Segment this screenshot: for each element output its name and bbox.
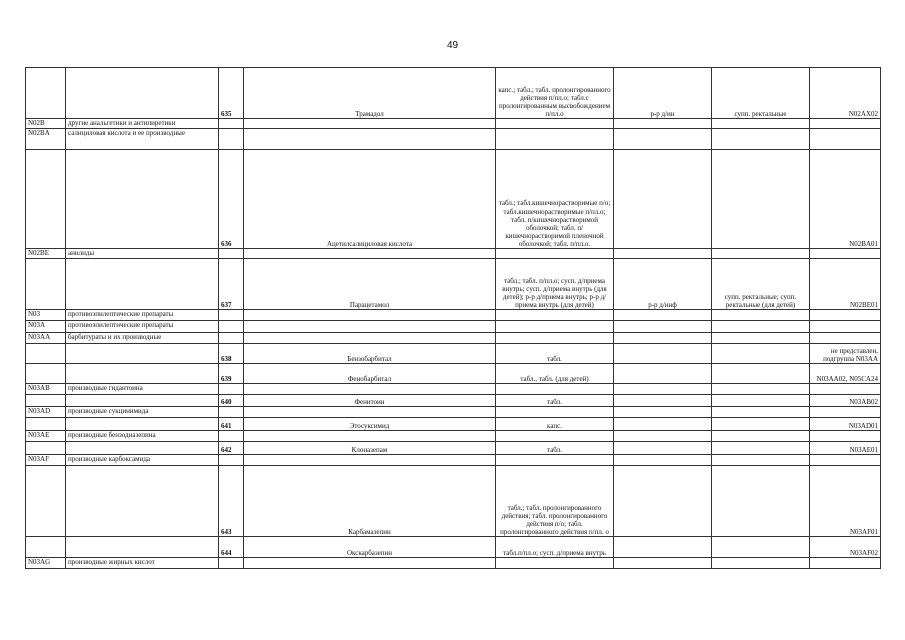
oral-form-cell: табл. (496, 344, 614, 364)
drug-name-cell: Парацетамол (244, 259, 496, 310)
rectal-form-cell (712, 344, 810, 364)
injection-form-cell (614, 442, 712, 455)
rectal-form-cell (712, 418, 810, 431)
row-number-cell (219, 407, 244, 418)
drug-name-cell: Ацетилсалициловая кислота (244, 150, 496, 249)
atc-ref-cell: не представлен, подгруппа N03AA (810, 344, 881, 364)
oral-form-cell (496, 455, 614, 466)
drug-name-cell: Фенитоин (244, 395, 496, 407)
oral-form-cell: табл., табл. (для детей) (496, 364, 614, 384)
row-number-cell (219, 333, 244, 344)
group-name-cell (66, 395, 219, 407)
drug-name-cell (244, 310, 496, 321)
row-number-cell: 638 (219, 344, 244, 364)
rectal-form-cell (712, 129, 810, 150)
rectal-form-cell (712, 395, 810, 407)
atc-ref-cell: N02BA01 (810, 150, 881, 249)
row-number-cell (219, 431, 244, 442)
injection-form-cell (614, 344, 712, 364)
injection-form-cell (614, 407, 712, 418)
row-number-cell: 640 (219, 395, 244, 407)
table-row (26, 364, 881, 384)
atc-code-cell (26, 364, 66, 384)
drug-name-cell (244, 407, 496, 418)
group-name-cell (66, 466, 219, 537)
rectal-form-cell (712, 407, 810, 418)
table-row (26, 442, 881, 455)
group-name-cell: противоэпилептические препараты (66, 310, 219, 321)
row-number-cell: 641 (219, 418, 244, 431)
drug-name-cell (244, 321, 496, 333)
injection-form-cell (614, 537, 712, 558)
table-row (26, 321, 881, 333)
table-row (26, 455, 881, 466)
atc-code-cell: N03AE (26, 431, 66, 442)
group-name-cell: другие анальгетики и антипиретики (66, 119, 219, 129)
table-row (26, 466, 881, 537)
rectal-form-cell (712, 310, 810, 321)
atc-ref-cell: N02AX02 (810, 68, 881, 119)
oral-form-cell: табл.; табл. п/пл.о; сусп. д/приема внутрь; сусп. д/приема внутрь (для детей); р-р д/приема внутрь; р-р д/приема внутрь (для детей) (496, 259, 614, 310)
table-row (26, 259, 881, 310)
atc-code-cell (26, 466, 66, 537)
table-row (26, 407, 881, 418)
atc-code-cell (26, 68, 66, 119)
atc-code-cell: N02B (26, 119, 66, 129)
row-number-cell: 643 (219, 466, 244, 537)
atc-code-cell: N03A (26, 321, 66, 333)
row-number-cell: 635 (219, 68, 244, 119)
atc-ref-cell: N03AF01 (810, 466, 881, 537)
atc-ref-cell (810, 249, 881, 259)
group-name-cell (66, 537, 219, 558)
oral-form-cell: табл. (496, 395, 614, 407)
drug-name-cell: Карбамазепин (244, 466, 496, 537)
injection-form-cell: р-р д/ин (614, 68, 712, 119)
injection-form-cell (614, 418, 712, 431)
drug-name-cell (244, 119, 496, 129)
group-name-cell (66, 418, 219, 431)
atc-code-cell: N03 (26, 310, 66, 321)
oral-form-cell (496, 119, 614, 129)
atc-code-cell (26, 442, 66, 455)
injection-form-cell (614, 466, 712, 537)
oral-form-cell: табл. (496, 442, 614, 455)
atc-ref-cell: N03AE01 (810, 442, 881, 455)
oral-form-cell (496, 310, 614, 321)
group-name-cell: производные гидантоина (66, 384, 219, 395)
table-row (26, 384, 881, 395)
table-row (26, 537, 881, 558)
injection-form-cell (614, 129, 712, 150)
atc-ref-cell: N03AF02 (810, 537, 881, 558)
group-name-cell: анилиды (66, 249, 219, 259)
injection-form-cell (614, 249, 712, 259)
oral-form-cell (496, 431, 614, 442)
oral-form-cell (496, 384, 614, 395)
oral-form-cell (496, 249, 614, 259)
rectal-form-cell (712, 150, 810, 249)
drug-name-cell: Клоназепам (244, 442, 496, 455)
atc-code-cell: N03AG (26, 558, 66, 569)
injection-form-cell (614, 364, 712, 384)
table-row (26, 68, 881, 119)
drug-name-cell (244, 558, 496, 569)
oral-form-cell: табл.; табл. пролонгированного действия; табл. пролонгированного действия п/о; табл. пролонгированного действия п/пл. о (496, 466, 614, 537)
row-number-cell: 636 (219, 150, 244, 249)
drug-name-cell (244, 333, 496, 344)
group-name-cell: производные карбоксамида (66, 455, 219, 466)
rectal-form-cell (712, 537, 810, 558)
atc-code-cell: N03AD (26, 407, 66, 418)
atc-ref-cell (810, 431, 881, 442)
rectal-form-cell: супп. ректальные (712, 68, 810, 119)
table-row (26, 558, 881, 569)
row-number-cell (219, 119, 244, 129)
group-name-cell (66, 442, 219, 455)
rectal-form-cell (712, 442, 810, 455)
rectal-form-cell (712, 249, 810, 259)
atc-ref-cell (810, 384, 881, 395)
atc-ref-cell (810, 455, 881, 466)
rectal-form-cell (712, 384, 810, 395)
atc-code-cell: N03AB (26, 384, 66, 395)
atc-code-cell (26, 344, 66, 364)
atc-ref-cell (810, 558, 881, 569)
row-number-cell: 637 (219, 259, 244, 310)
group-name-cell: барбитураты и их производные (66, 333, 219, 344)
atc-ref-cell: N03AA02, N05CA24 (810, 364, 881, 384)
drug-name-cell: Этосуксимид (244, 418, 496, 431)
atc-ref-cell (810, 129, 881, 150)
rectal-form-cell (712, 364, 810, 384)
table-row (26, 431, 881, 442)
injection-form-cell (614, 384, 712, 395)
oral-form-cell: табл.п/пл.о; сусп. д/приема внутрь (496, 537, 614, 558)
table-row (26, 333, 881, 344)
table-row (26, 129, 881, 150)
table-row (26, 150, 881, 249)
group-name-cell (66, 150, 219, 249)
row-number-cell: 639 (219, 364, 244, 384)
drug-name-cell (244, 455, 496, 466)
injection-form-cell (614, 431, 712, 442)
group-name-cell: производные жирных кислот (66, 558, 219, 569)
injection-form-cell (614, 310, 712, 321)
injection-form-cell (614, 395, 712, 407)
atc-code-cell (26, 418, 66, 431)
oral-form-cell: табл.; табл.кишечнорастворимые п/о; табл.кишечнорастворимые п/пл.о; табл. п/кишечнорастворимой оболочкой; табл. п/кишечнорастворимой пленочной оболочкой; табл. п/пл.о. (496, 150, 614, 249)
atc-code-cell: N03AF (26, 455, 66, 466)
table-row (26, 418, 881, 431)
atc-ref-cell: N02BE01 (810, 259, 881, 310)
rectal-form-cell (712, 455, 810, 466)
rectal-form-cell (712, 558, 810, 569)
atc-code-cell: N03AA (26, 333, 66, 344)
injection-form-cell (614, 455, 712, 466)
oral-form-cell (496, 321, 614, 333)
atc-code-cell (26, 150, 66, 249)
rectal-form-cell (712, 333, 810, 344)
atc-ref-cell (810, 321, 881, 333)
row-number-cell (219, 129, 244, 150)
oral-form-cell (496, 558, 614, 569)
group-name-cell: салициловая кислота и ее производные (66, 129, 219, 150)
atc-ref-cell: N03AB02 (810, 395, 881, 407)
atc-code-cell (26, 259, 66, 310)
oral-form-cell (496, 333, 614, 344)
injection-form-cell (614, 150, 712, 249)
group-name-cell (66, 68, 219, 119)
table-row (26, 395, 881, 407)
drug-name-cell (244, 384, 496, 395)
group-name-cell: противоэпилептические препараты (66, 321, 219, 333)
atc-code-cell: N02BA (26, 129, 66, 150)
rectal-form-cell (712, 119, 810, 129)
row-number-cell: 642 (219, 442, 244, 455)
drug-table (25, 67, 881, 569)
row-number-cell (219, 384, 244, 395)
oral-form-cell (496, 129, 614, 150)
row-number-cell (219, 455, 244, 466)
row-number-cell: 644 (219, 537, 244, 558)
atc-ref-cell: N03AD01 (810, 418, 881, 431)
atc-ref-cell (810, 310, 881, 321)
injection-form-cell: р-р д/инф (614, 259, 712, 310)
table-row (26, 249, 881, 259)
drug-name-cell (244, 431, 496, 442)
atc-code-cell (26, 395, 66, 407)
table-row (26, 344, 881, 364)
group-name-cell (66, 259, 219, 310)
table-row (26, 310, 881, 321)
atc-ref-cell (810, 333, 881, 344)
atc-code-cell (26, 537, 66, 558)
table-row (26, 119, 881, 129)
drug-name-cell: Трамадол (244, 68, 496, 119)
row-number-cell (219, 321, 244, 333)
drug-name-cell (244, 249, 496, 259)
drug-name-cell: Фенобарбитал (244, 364, 496, 384)
group-name-cell: производные бензодиазепина (66, 431, 219, 442)
page-number: 49 (446, 40, 459, 51)
rectal-form-cell (712, 431, 810, 442)
drug-name-cell: Окскарбазепин (244, 537, 496, 558)
rectal-form-cell: супп. ректальные; супп. ректальные (для детей) (712, 259, 810, 310)
row-number-cell (219, 310, 244, 321)
atc-ref-cell (810, 407, 881, 418)
rectal-form-cell (712, 321, 810, 333)
oral-form-cell: капс.; табл.; табл. пролонгированного действия п/пл.о; табл.с пролонгированным высвобождением п/пл.о (496, 68, 614, 119)
group-name-cell (66, 344, 219, 364)
oral-form-cell (496, 407, 614, 418)
atc-code-cell: N02BE (26, 249, 66, 259)
row-number-cell (219, 249, 244, 259)
group-name-cell (66, 364, 219, 384)
drug-name-cell: Бензобарбитал (244, 344, 496, 364)
group-name-cell: производные сукцинимида (66, 407, 219, 418)
oral-form-cell: капс. (496, 418, 614, 431)
rectal-form-cell (712, 466, 810, 537)
injection-form-cell (614, 333, 712, 344)
atc-ref-cell (810, 119, 881, 129)
injection-form-cell (614, 558, 712, 569)
drug-name-cell (244, 129, 496, 150)
injection-form-cell (614, 321, 712, 333)
injection-form-cell (614, 119, 712, 129)
row-number-cell (219, 558, 244, 569)
